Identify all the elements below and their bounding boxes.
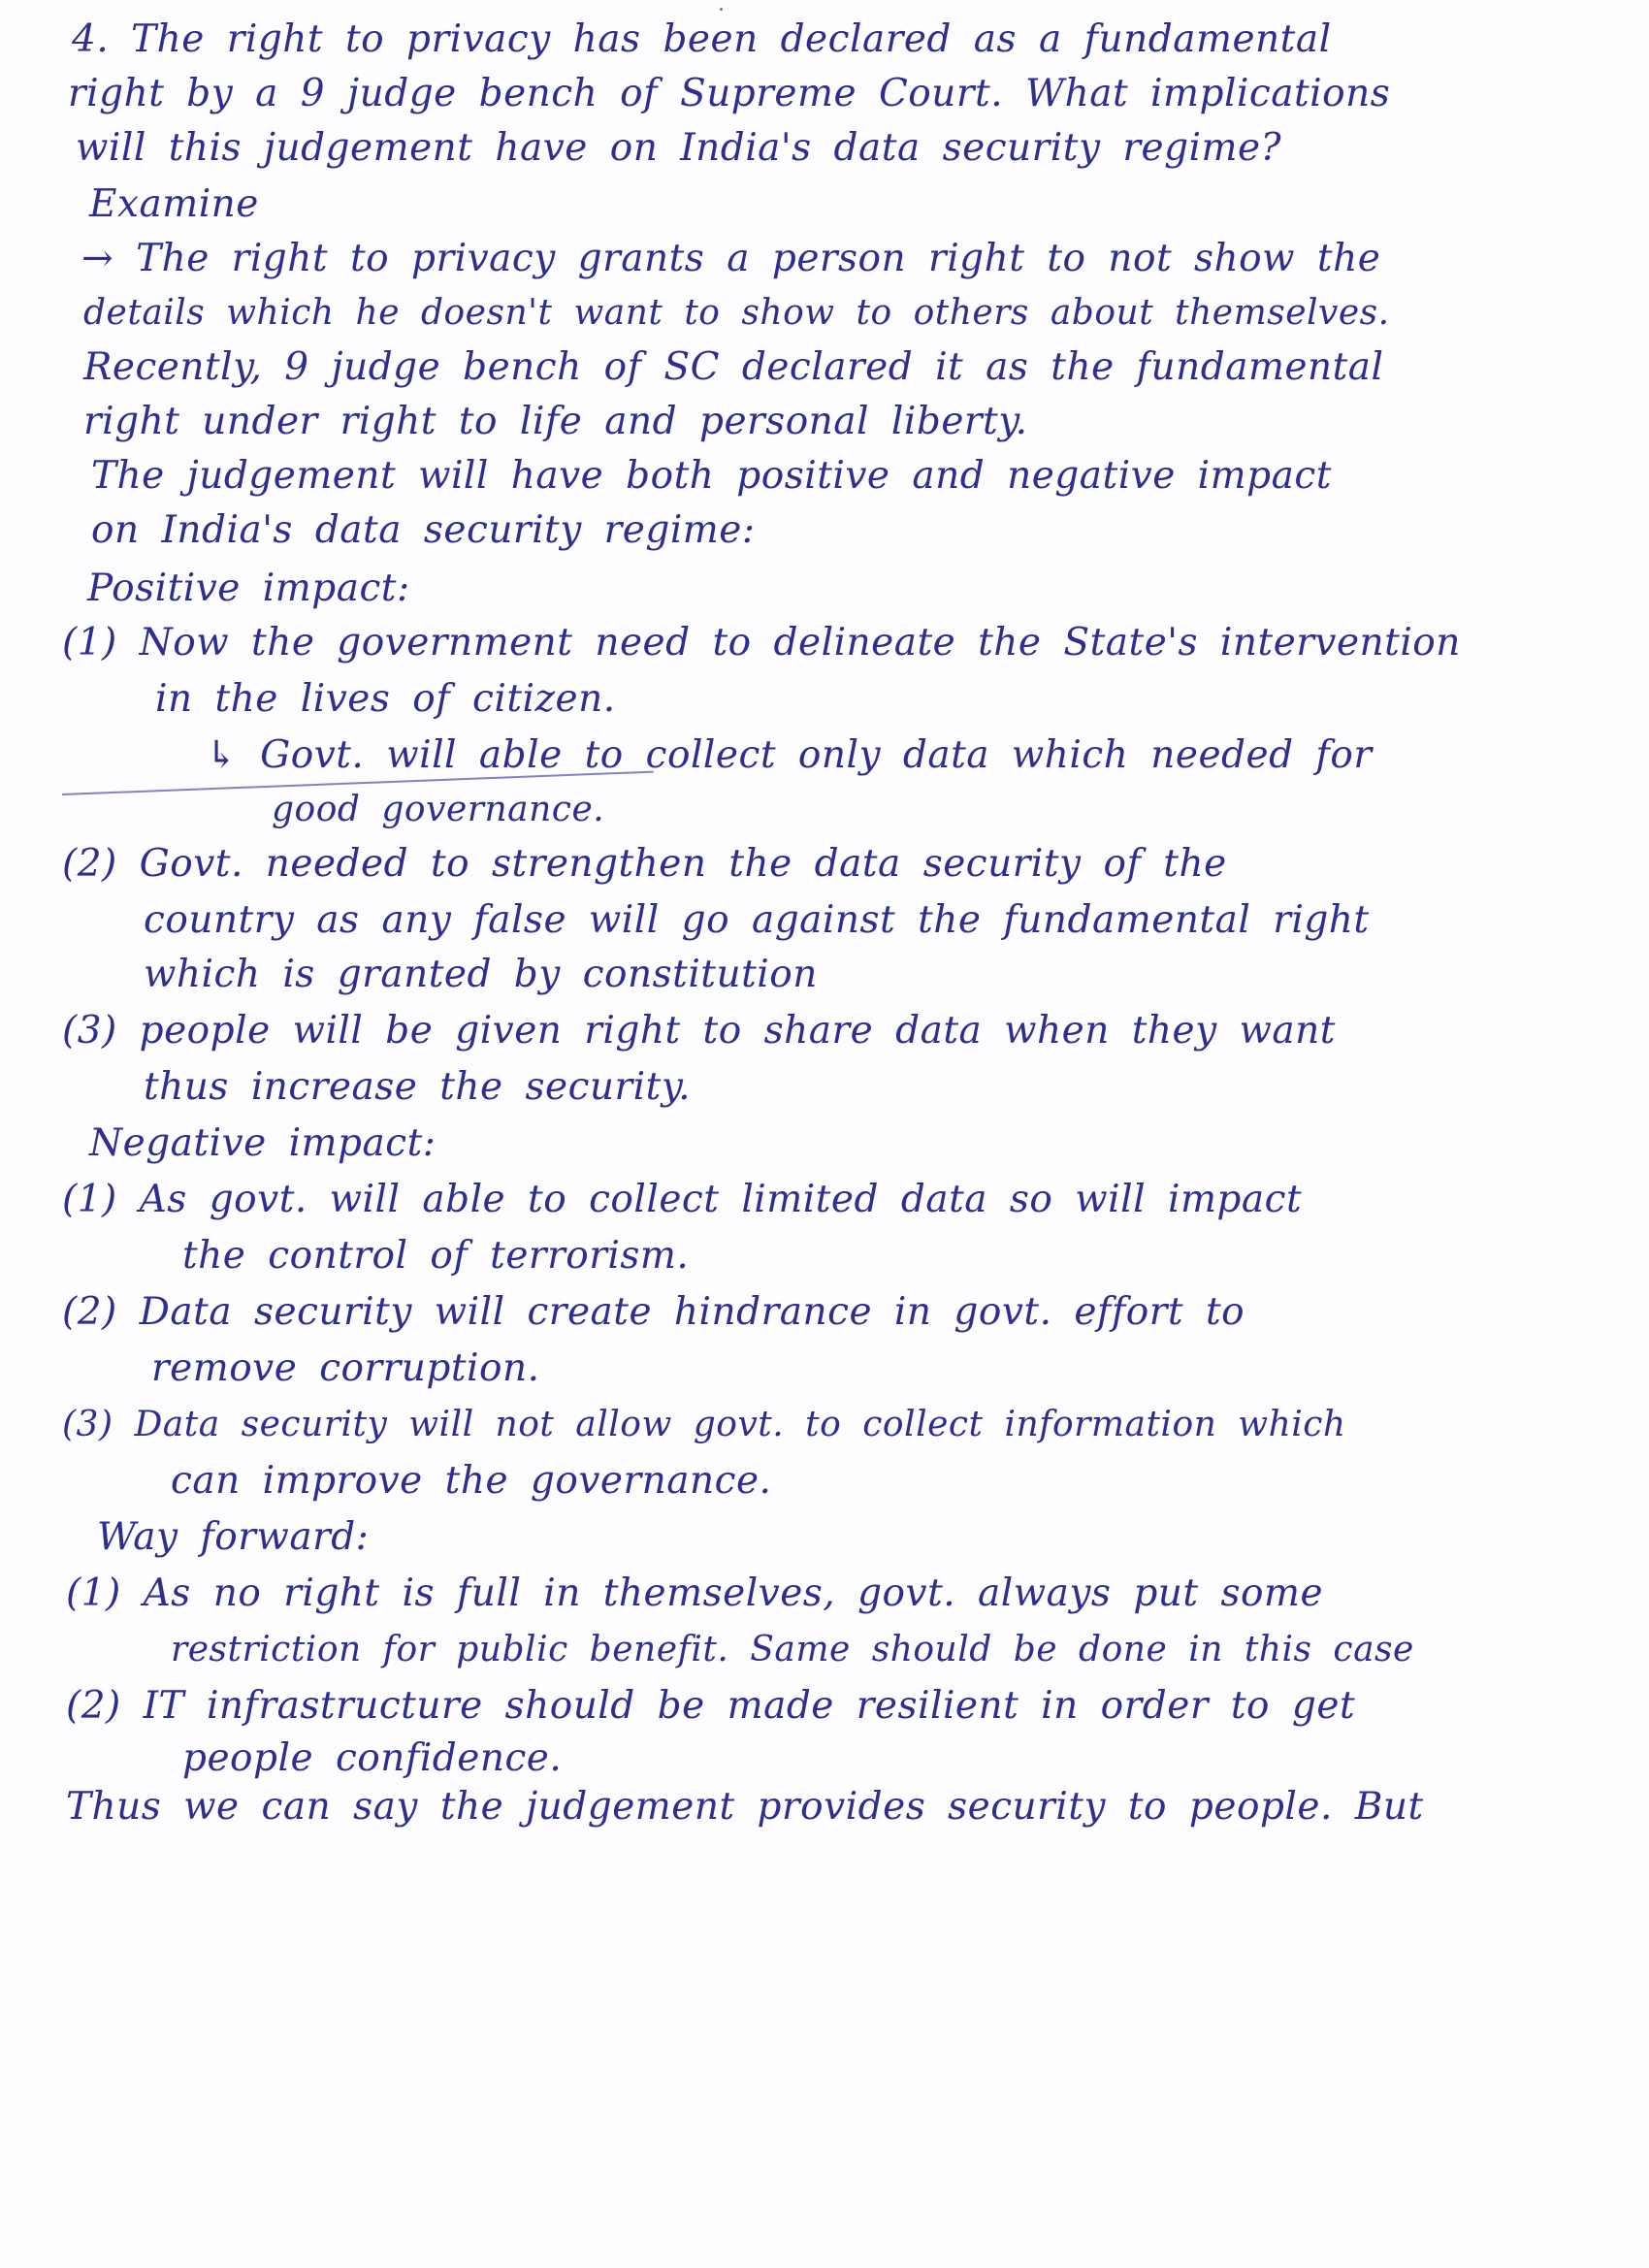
conclusion-line-1: Thus we can say the judgement provides security to people. But xyxy=(66,1785,1424,1829)
negative-line-6: can improve the governance. xyxy=(171,1459,772,1503)
heading-negative-impact: Negative impact: xyxy=(89,1121,436,1165)
positive-line-1: (1) Now the government need to delineate the State's intervention xyxy=(62,621,1461,664)
question-line-2: right by a 9 judge bench of Supreme Court. What implications xyxy=(68,72,1391,115)
question-line-3: will this judgement have on India's data security regime? xyxy=(76,126,1282,170)
positive-line-4: good governance. xyxy=(272,790,605,829)
positive-line-6: country as any false will go against the fundamental right xyxy=(144,898,1370,942)
heading-positive-impact: Positive impact: xyxy=(87,567,410,610)
positive-line-7: which is granted by constitution xyxy=(144,953,818,996)
negative-line-2: the control of terrorism. xyxy=(182,1234,690,1278)
heading-way-forward: Way forward: xyxy=(97,1515,370,1559)
positive-line-9: thus increase the security. xyxy=(144,1065,692,1109)
positive-line-5: (2) Govt. needed to strengthen the data security of the xyxy=(62,842,1227,886)
way-forward-line-2: restriction for public benefit. Same should be done in this case xyxy=(171,1630,1414,1669)
answer-line-intro-1: → The right to privacy grants a person right to not show the xyxy=(81,237,1381,280)
positive-line-2: in the lives of citizen. xyxy=(155,677,616,721)
paper-speck xyxy=(720,8,723,11)
way-forward-line-1: (1) As no right is full in themselves, govt. always put some xyxy=(66,1571,1324,1615)
negative-line-1: (1) As govt. will able to collect limited data so will impact xyxy=(62,1178,1303,1221)
negative-line-4: remove corruption. xyxy=(151,1346,540,1390)
question-line-1: 4. The right to privacy has been declared as a fundamental xyxy=(72,17,1332,61)
answer-line-intro-3: Recently, 9 judge bench of SC declared it as the fundamental xyxy=(83,345,1384,389)
answer-line-intro-2: details which he doesn't want to show to others about themselves. xyxy=(83,293,1390,333)
question-line-4: Examine xyxy=(89,182,259,226)
way-forward-line-3: (2) IT infrastructure should be made resilient in order to get xyxy=(66,1684,1356,1728)
positive-line-8: (3) people will be given right to share data when they want xyxy=(62,1009,1336,1053)
way-forward-line-4: people confidence. xyxy=(182,1736,563,1780)
positive-line-3: ↳ Govt. will able to collect only data which needed for xyxy=(206,733,1373,777)
answer-line-intro-6: on India's data security regime: xyxy=(91,508,756,552)
answer-line-intro-5: The judgement will have both positive and negative impact xyxy=(91,454,1332,498)
negative-line-3: (2) Data security will create hindrance in govt. effort to xyxy=(62,1290,1245,1334)
negative-line-5: (3) Data security will not allow govt. to collect information which xyxy=(62,1405,1346,1444)
answer-line-intro-4: right under right to life and personal liberty. xyxy=(83,400,1028,443)
